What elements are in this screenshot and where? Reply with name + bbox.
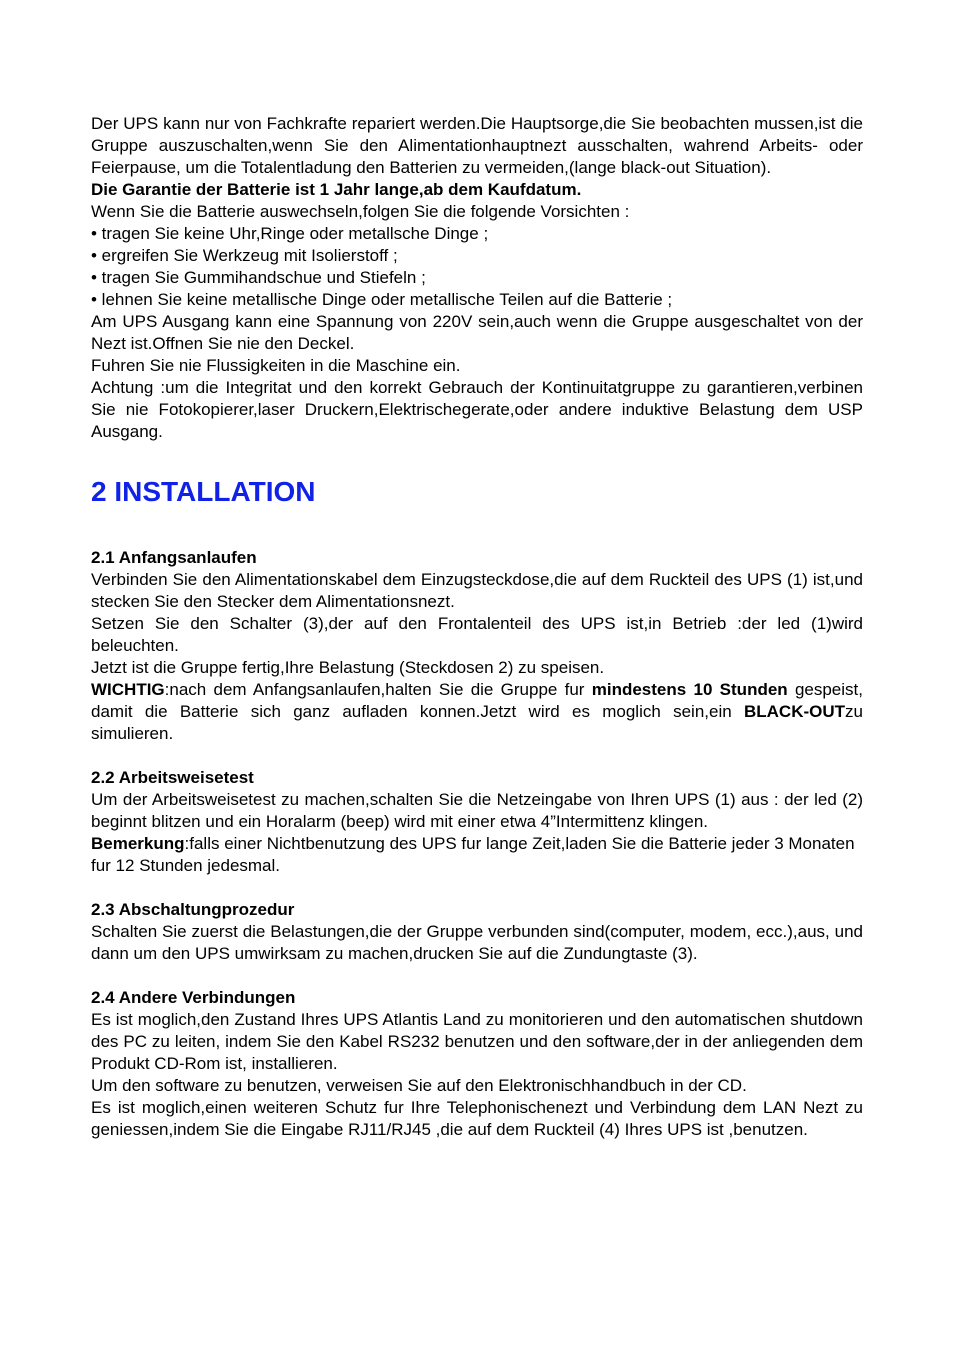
- list-item: • ergreifen Sie Werkzeug mit Isolierstoff ;: [91, 246, 398, 265]
- important-text-2: gespeist, damit die Batterie sich ganz aufladen konnen.Jetzt wird es moglich sein,ein: [91, 680, 863, 721]
- section-title: 2.2 Arbeitsweisetest: [91, 768, 254, 787]
- section-2-4: [91, 987, 863, 1141]
- attention-paragraph: Achtung :um die Integritat und den korrekt Gebrauch der Kontinuitatgruppe zu garantieren,verbinen Sie nie Fotokopierer,laser Druckern,Elektrischegerate,oder andere induktive Belastung dem USP Ausgang.: [91, 378, 863, 441]
- important-text-3: zu simulieren.: [91, 702, 863, 743]
- paragraph: Setzen Sie den Schalter (3),der auf den Frontalenteil des UPS ist,in Betrieb :der led (1)wird beleuchten.: [91, 614, 863, 655]
- section-2-1: [91, 547, 863, 745]
- intro-paragraph: Der UPS kann nur von Fachkrafte repariert werden.Die Hauptsorge,die Sie beobachten mussen,ist die Gruppe auszuschalten,wenn Sie den Alimentationhauptnezt ausschalten, wahrend Arbeits- oder Feierpause, um die Totalentladung den Batterien zu vermeiden,(lange black-out Situation).: [91, 114, 863, 177]
- chapter-title: 2 INSTALLATION: [91, 476, 316, 507]
- section-title: 2.1 Anfangsanlaufen: [91, 548, 257, 567]
- paragraph: Jetzt ist die Gruppe fertig,Ihre Belastung (Steckdosen 2) zu speisen.: [91, 658, 605, 677]
- voltage-warning: Am UPS Ausgang kann eine Spannung von 220V sein,auch wenn die Gruppe ausgeschaltet von der Nezt ist.Offnen Sie nie den Deckel.: [91, 312, 863, 353]
- paragraph: Es ist moglich,den Zustand Ihres UPS Atlantis Land zu monitorieren und den automatischen shutdown des PC zu leiten, indem Sie den Kabel RS232 benutzen und den software,der in der anliegenden dem Produkt CD-Rom ist, installieren.: [91, 1010, 863, 1073]
- section-2-3: [91, 899, 863, 965]
- important-label: WICHTIG: [91, 680, 165, 699]
- important-paragraph: [91, 679, 863, 745]
- battery-precautions-intro: Wenn Sie die Batterie auswechseln,folgen Sie die folgende Vorsichten :: [91, 202, 630, 221]
- important-text: :nach dem Anfangsanlaufen,halten Sie die Gruppe fur: [164, 680, 592, 699]
- list-item: • lehnen Sie keine metallische Dinge oder metallische Teilen auf die Batterie ;: [91, 290, 673, 309]
- section-title: 2.4 Andere Verbindungen: [91, 988, 296, 1007]
- important-duration: mindestens 10 Stunden: [591, 680, 788, 699]
- section-2-2: [91, 767, 863, 877]
- document-page: [91, 113, 863, 1141]
- liquid-warning: Fuhren Sie nie Flussigkeiten in die Maschine ein.: [91, 356, 461, 375]
- paragraph: Verbinden Sie den Alimentationskabel dem Einzugsteckdose,die auf dem Ruckteil des UPS (1) ist,und stecken Sie den Stecker dem Alimentationsnezt.: [91, 570, 863, 611]
- paragraph: Um der Arbeitsweisetest zu machen,schalten Sie die Netzeingabe von Ihren UPS (1) aus : der led (2) beginnt blitzen und ein Horalarm (beep) wird mit einer etwa 4”Intermittenz klingen.: [91, 790, 863, 831]
- list-item: • tragen Sie Gummihandschue und Stiefeln ;: [91, 268, 426, 287]
- note-paragraph: [91, 833, 863, 877]
- paragraph: Es ist moglich,einen weiteren Schutz fur Ihre Telephonischenezt und Verbindung dem LAN Nezt zu geniessen,indem Sie die Eingabe RJ11/RJ45 ,die auf dem Ruckteil (4) Ihres UPS ist ,benutzen.: [91, 1098, 863, 1139]
- note-label: Bemerkung: [91, 834, 185, 853]
- warranty-statement: Die Garantie der Batterie ist 1 Jahr lange,ab dem Kaufdatum.: [91, 180, 582, 199]
- paragraph: Schalten Sie zuerst die Belastungen,die der Gruppe verbunden sind(computer, modem, ecc.),aus, und dann um den UPS umwirksam zu machen,drucken Sie auf die Zundungtaste (3).: [91, 922, 863, 963]
- paragraph: Um den software zu benutzen, verweisen Sie auf den Elektronischhandbuch in der CD.: [91, 1076, 747, 1095]
- section-title: 2.3 Abschaltungprozedur: [91, 900, 295, 919]
- note-text: :falls einer Nichtbenutzung des UPS fur lange Zeit,laden Sie die Batterie jeder 3 Monaten fur 12 Stunden jedesmal.: [91, 834, 855, 875]
- blackout-label: BLACK-OUT: [743, 702, 846, 721]
- list-item: • tragen Sie keine Uhr,Ringe oder metallsche Dinge ;: [91, 224, 489, 243]
